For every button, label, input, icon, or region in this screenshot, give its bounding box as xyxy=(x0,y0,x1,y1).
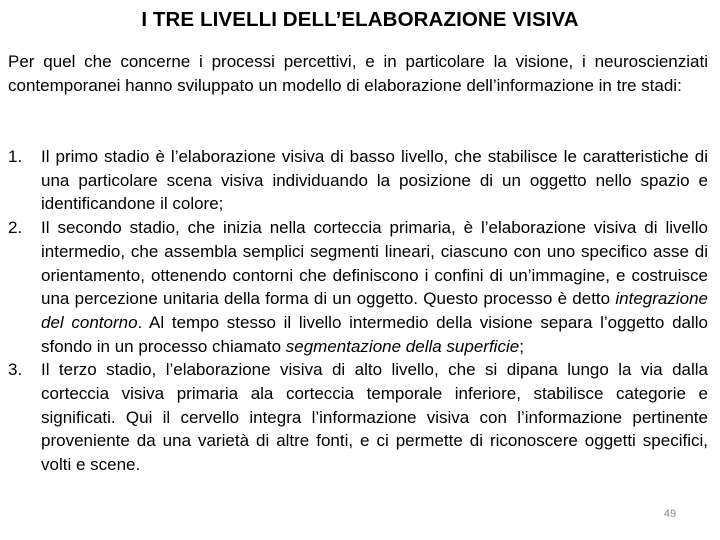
list-item-stage-1 xyxy=(8,145,708,216)
list-item-number: 3. xyxy=(8,360,23,380)
slide-title: I TRE LIVELLI DELL’ELABORAZIONE VISIVA xyxy=(141,8,579,31)
list-item-stage-3 xyxy=(8,358,708,477)
list-item-stage-2 xyxy=(8,216,708,358)
term-segmentazione-della-superficie: segmentazione della superficie xyxy=(285,336,520,356)
list-item-text-part: ; xyxy=(519,336,524,356)
list-item-text: Il terzo stadio, l’elaborazione visiva di alto livello, che si dipana lungo la via dalla corteccia visiva primaria ala corteccia temporale inferiore, stabilisce categorie e significati. Qui il cervello integra l’informazione visiva con l’informazione pertinente proveniente da una varietà di altre fonti, e ci permette di riconoscere oggetti specifici, volti e scene. xyxy=(41,360,708,475)
stages-list xyxy=(8,145,708,477)
intro-paragraph: Per quel che concerne i processi percettivi, e in particolare la visione, i neuroscienziati contemporanei hanno sviluppato un modello di elaborazione dell’informazione in tre stadi: xyxy=(8,52,708,95)
list-item-text-part: Il secondo stadio, che inizia nella corteccia primaria, è l’elaborazione visiva di livello intermedio, che assembla semplici segmenti lineari, ciascuno con uno specifico asse di orientamento, ottenendo contorni che definiscono i confini di un’immagine, e costruisce una percezione unitaria della forma di un oggetto. Questo processo è detto xyxy=(41,218,708,309)
list-item-number: 1. xyxy=(8,147,23,166)
list-item-number: 2. xyxy=(8,218,23,238)
list-item-text: Il primo stadio è l’elaborazione visiva di basso livello, che stabilisce le caratteristiche di una particolare scena visiva individuando la posizione di un oggetto nello spazio e identificandone il colore; xyxy=(41,147,708,214)
page-number: 49 xyxy=(663,508,677,520)
list-item-text-part: . Al tempo stesso il livello intermedio della visione separa l’oggetto dallo sfondo in un processo chiamato xyxy=(41,312,708,356)
term-integrazione-del-contorno: integrazione del contorno xyxy=(41,289,708,332)
